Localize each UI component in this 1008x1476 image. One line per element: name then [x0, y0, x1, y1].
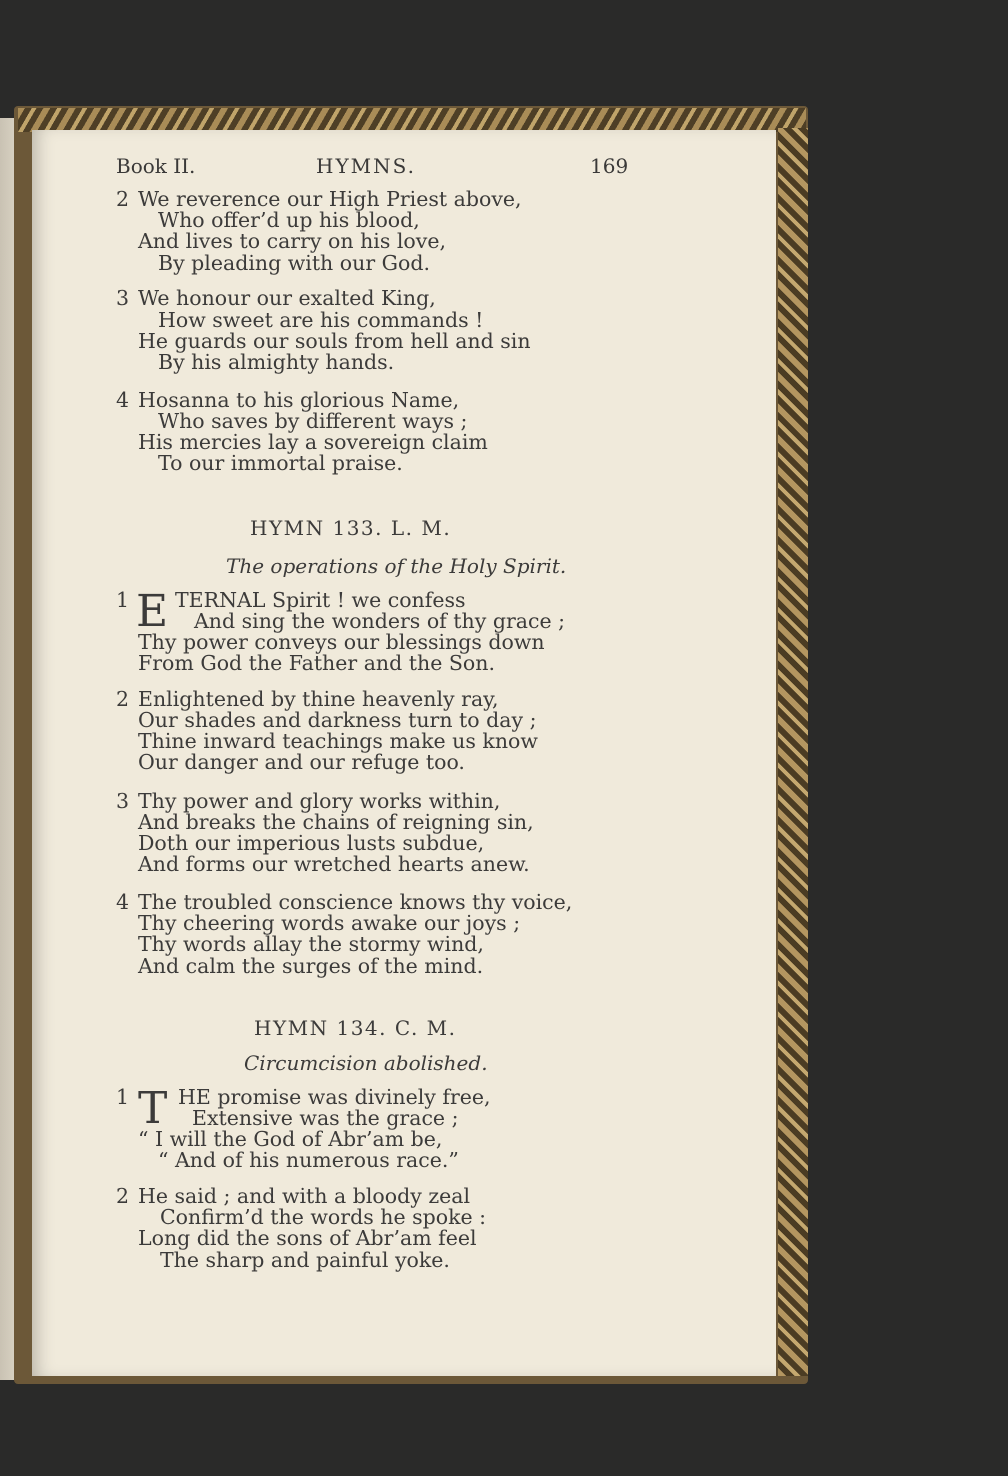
drop-cap: T — [138, 1083, 168, 1134]
verse-line: We reverence our High Priest above, — [138, 187, 522, 211]
verse-line: Hosanna to his glorious Name, — [138, 388, 460, 412]
verse-line: Extensive was the grace ; — [192, 1106, 459, 1130]
verse-line: Thy cheering words awake our joys ; — [138, 911, 521, 935]
drop-cap: E — [136, 586, 169, 637]
verse-line: “ I will the God of Abr’am be, — [138, 1127, 443, 1151]
verse-line: And calm the surges of the mind. — [138, 954, 484, 978]
stanza-number: 1 — [116, 588, 130, 612]
gilt-top-border — [18, 108, 806, 132]
gilt-right-border — [778, 128, 808, 1376]
hymn-subtitle: Circumcision abolished. — [244, 1051, 488, 1075]
verse-line: By his almighty hands. — [158, 350, 395, 374]
verse-line: Our danger and our refuge too. — [138, 750, 465, 774]
verse-line: And breaks the chains of reigning sin, — [138, 810, 534, 834]
verse-line: And forms our wretched hearts anew. — [138, 852, 530, 876]
verse-line: Doth our imperious lusts subdue, — [138, 831, 485, 855]
verse-line: Thy power and glory works within, — [138, 789, 501, 813]
verse-line: Confirm’d the words he spoke : — [160, 1205, 487, 1229]
stanza-number: 4 — [116, 890, 130, 914]
book-label: Book II. — [116, 154, 196, 178]
verse-line: And sing the wonders of thy grace ; — [194, 609, 566, 633]
hymn-title: HYMN 134. C. M. — [254, 1016, 457, 1040]
verse-line: “ And of his numerous race.” — [158, 1148, 459, 1172]
stanza-number: 1 — [116, 1085, 130, 1109]
verse-line: The troubled conscience knows thy voice, — [138, 890, 573, 914]
verse-line: From God the Father and the Son. — [138, 651, 495, 675]
page-number: 169 — [590, 154, 629, 178]
verse-line: Thy words allay the stormy wind, — [138, 932, 484, 956]
stanza-number: 2 — [116, 187, 130, 211]
verse-line: Thy power conveys our blessings down — [138, 630, 545, 654]
stanza-number: 2 — [116, 1184, 130, 1208]
running-title: HYMNS. — [316, 154, 416, 178]
verse-line: Enlightened by thine heavenly ray, — [138, 687, 499, 711]
hymn-title: HYMN 133. L. M. — [250, 516, 452, 540]
verse-line: Who saves by different ways ; — [158, 409, 468, 433]
verse-line: Who offer’d up his blood, — [158, 208, 420, 232]
hymn-subtitle: The operations of the Holy Spirit. — [226, 554, 567, 578]
verse-line: He said ; and with a bloody zeal — [138, 1184, 471, 1208]
verse-line: Thine inward teachings make us know — [138, 729, 538, 753]
stanza-number: 4 — [116, 388, 130, 412]
stanza-number: 3 — [116, 286, 130, 310]
verse-line: TERNAL Spirit ! we confess — [175, 588, 466, 612]
verse-line: The sharp and painful yoke. — [160, 1248, 450, 1272]
stanza-number: 2 — [116, 687, 130, 711]
verse-line: Long did the sons of Abr’am feel — [138, 1226, 477, 1250]
verse-line: How sweet are his commands ! — [158, 308, 484, 332]
verse-line: His mercies lay a sovereign claim — [138, 430, 488, 454]
verse-line: To our immortal praise. — [158, 451, 403, 475]
verse-line: By pleading with our God. — [158, 251, 430, 275]
verse-line: HE promise was divinely free, — [178, 1085, 491, 1109]
verse-line: He guards our souls from hell and sin — [138, 329, 531, 353]
stanza-number: 3 — [116, 789, 130, 813]
verse-line: We honour our exalted King, — [138, 286, 436, 310]
verse-line: Our shades and darkness turn to day ; — [138, 708, 537, 732]
verse-line: And lives to carry on his love, — [138, 229, 446, 253]
